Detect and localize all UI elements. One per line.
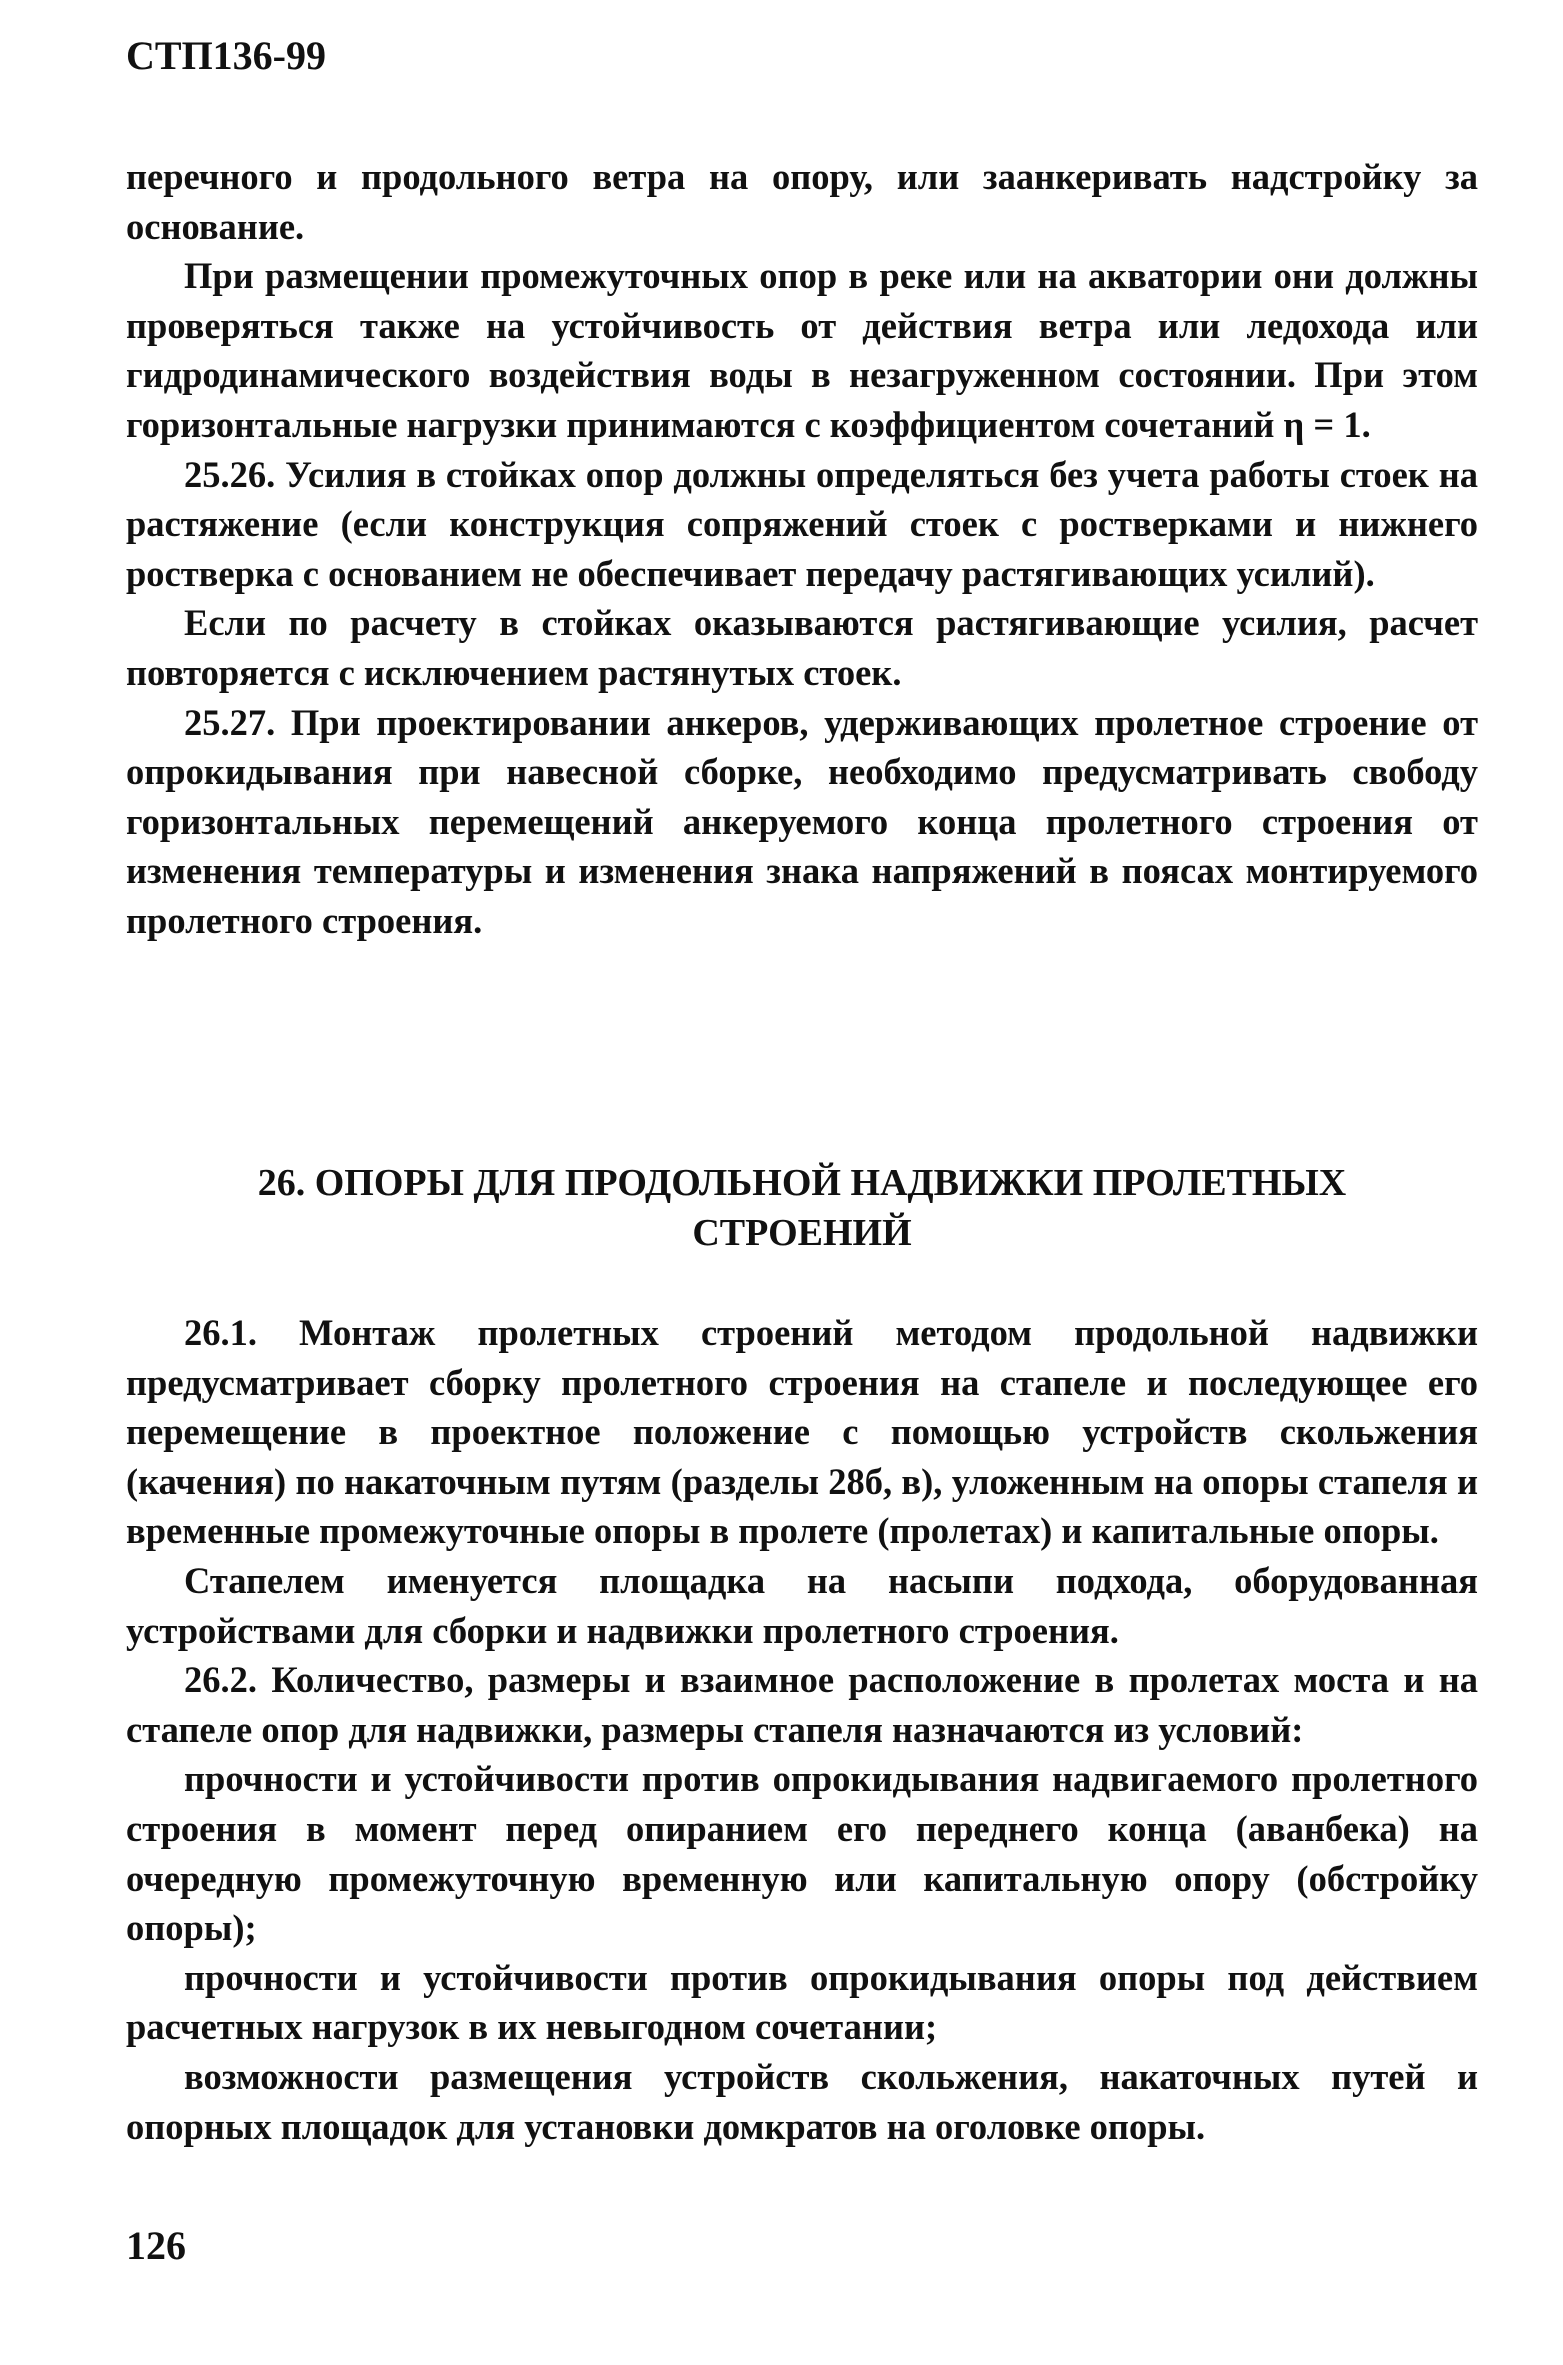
paragraph-clause-25-27: 25.27. При проектировании анкеров, удерживающих пролетное строение от опрокидывания при навесной сборке, необходимо предусматривать свободу горизонтальных перемещений анкеруемого конца пролетного строения от изменения температуры и изменения знака напряжений в поясах монтируемого пролетного строения. <box>126 701 1478 941</box>
body-text-block <box>126 152 1478 946</box>
section-heading-line: СТРОЕНИЙ <box>692 1212 912 1254</box>
document-code: СТП136-99 <box>126 33 326 78</box>
paragraph: Если по расчету в стойках оказываются растягивающие усилия, расчет повторяется с исключением растянутых стоек. <box>126 602 1478 693</box>
paragraph-clause-26-2: 26.2. Количество, размеры и взаимное расположение в пролетах моста и на стапеле опор для надвижки, размеры стапеля назначаются из условий: <box>126 1659 1478 1750</box>
paragraph: перечного и продольного ветра на опору, или заанкеривать надстройку за основание. <box>126 156 1478 247</box>
paragraph: При размещении промежуточных опор в реке или на акватории они должны проверяться также на устойчивость от действия ветра или ледохода или гидродинамического воздействия воды в незагруженном состоянии. При этом горизонтальные нагрузки принимаются с коэффициентом сочетаний η = 1. <box>126 255 1478 445</box>
paragraph-clause-26-1: 26.1. Монтаж пролетных строений методом продольной надвижки предусматривает сборку пролетного строения на стапеле и последующее его перемещение в проектное положение с помощью устройств скольжения (качения) по накаточным путям (разделы 28б, в), уложенным на опоры стапеля и временные промежуточные опоры в пролете (пролетах) и капитальные опоры. <box>126 1312 1478 1552</box>
section-heading-line: 26. ОПОРЫ ДЛЯ ПРОДОЛЬНОЙ НАДВИЖКИ ПРОЛЕТНЫХ <box>257 1162 1347 1204</box>
list-item: возможности размещения устройств скольжения, накаточных путей и опорных площадок для установки домкратов на оголовке опоры. <box>126 2055 1478 2147</box>
list-item: прочности и устойчивости против опрокидывания надвигаемого пролетного строения в момент перед опиранием его переднего конца (аванбека) на очередную промежуточную временную или капитальную опору (обстройку опоры); <box>126 1758 1478 1949</box>
list-item: прочности и устойчивости против опрокидывания опоры под действием расчетных нагрузок в их невыгодном сочетании; <box>126 1956 1478 2048</box>
paragraph-clause-25-26: 25.26. Усилия в стойках опор должны определяться без учета работы стоек на растяжение (если конструкция сопряжений стоек с ростверками и нижнего ростверка с основанием не обеспечивает передачу растягивающих усилий). <box>126 453 1478 594</box>
page-number: 126 <box>126 2223 186 2268</box>
paragraph: Стапелем именуется площадка на насыпи подхода, оборудованная устройствами для сборки и надвижки пролетного строения. <box>126 1559 1478 1651</box>
section-heading <box>126 1158 1478 1258</box>
section-text-block <box>126 1308 1478 2151</box>
